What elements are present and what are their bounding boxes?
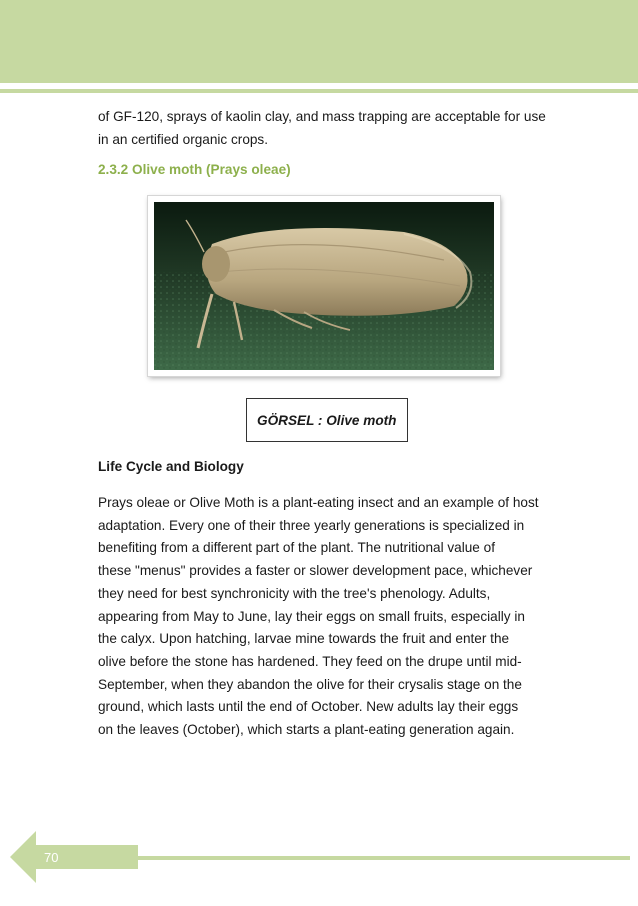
olive-moth-figure [148, 196, 500, 376]
header-rule [0, 89, 638, 93]
body-line: they need for best synchronicity with the tree's phenology. Adults, [98, 585, 491, 601]
page-number: 70 [44, 850, 59, 865]
olive-moth-photo [154, 202, 494, 370]
body-line: benefiting from a different part of the plant. The nutritional value of [98, 540, 495, 556]
page-number-arrow-tab [10, 831, 138, 883]
body-line: olive before the stone has hardened. They feed on the drupe until mid- [98, 653, 522, 669]
body-line: Prays oleae or Olive Moth is a plant-eating insect and an example of host [98, 495, 539, 510]
body-line: ground, which lasts until the end of October. New adults lay their eggs [98, 699, 519, 715]
section-heading: 2.3.2 Olive moth (Prays oleae) [98, 162, 291, 177]
body-line: these "menus" provides a faster or slower development pace, whichever [98, 563, 533, 579]
header-band [0, 0, 638, 83]
body-paragraph [98, 492, 558, 742]
body-line: adaptation. Every one of their three yearly generations is specialized in [98, 517, 525, 533]
figure-caption: GÖRSEL : Olive moth [246, 398, 408, 442]
subheading-life-cycle: Life Cycle and Biology [98, 459, 244, 474]
body-line: on the leaves (October), which starts a plant-eating generation again. [98, 722, 515, 738]
body-line: the calyx. Upon hatching, larvae mine towards the fruit and enter the [98, 631, 510, 647]
intro-paragraph: of GF-120, sprays of kaolin clay, and mass trapping are acceptable for use in an certified organic crops. [98, 109, 546, 147]
body-line: appearing from May to June, lay their eggs on small fruits, especially in [98, 608, 525, 624]
body-line: September, when they abandon the olive for their crysalis stage on the [98, 676, 522, 692]
